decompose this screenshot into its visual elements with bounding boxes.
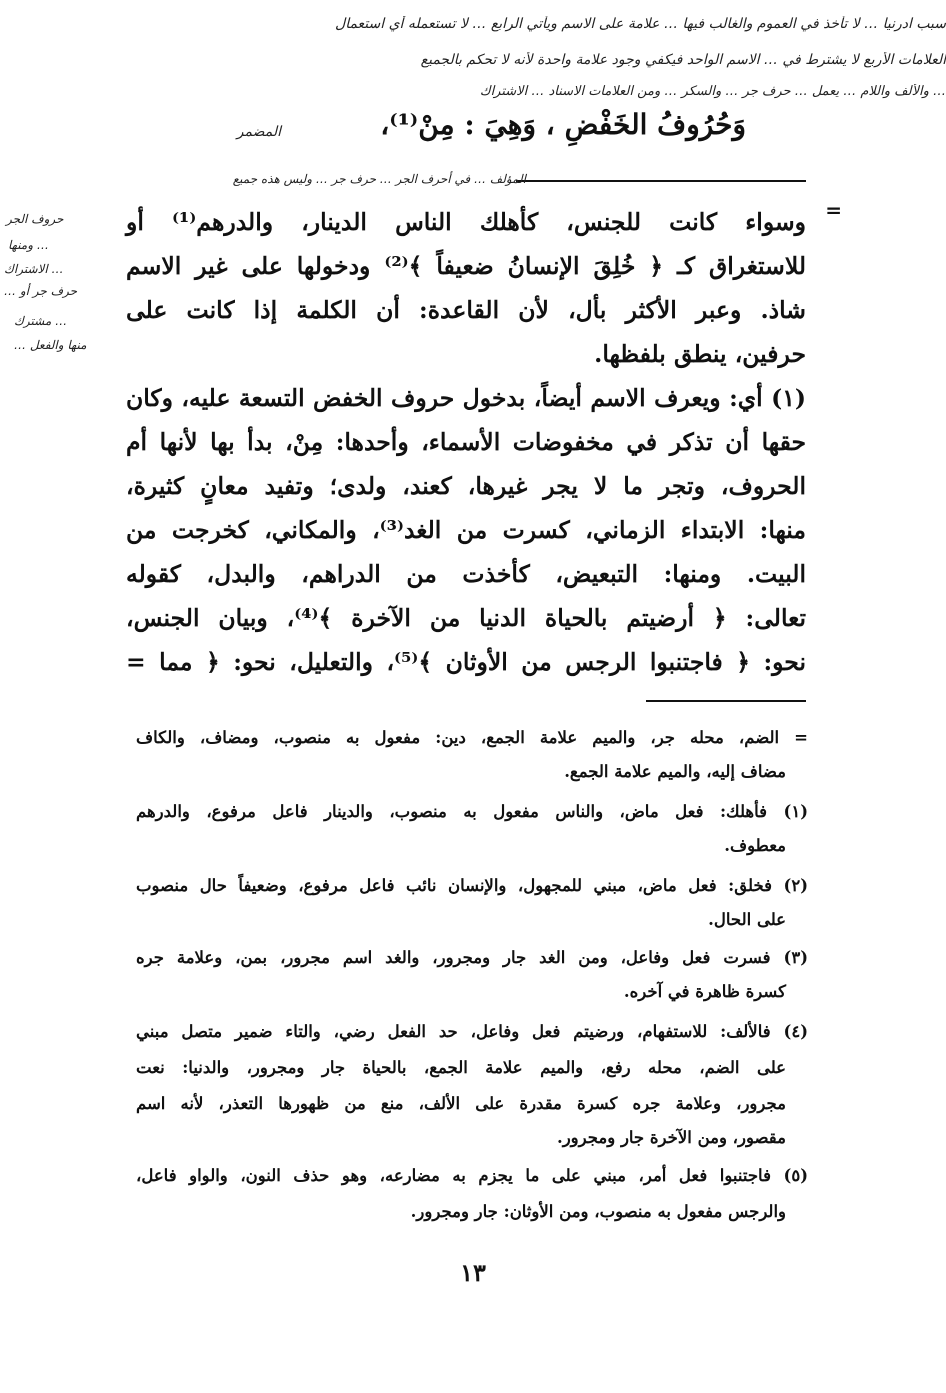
commentary-line: حقها أن تذكر في مخفوضات الأسماء، وأحدها: مِنْ، بدأ بها لأنها أم [126, 428, 806, 456]
commentary-line: نحو: ﴿ فاجتنبوا الرجس من الأوثان ﴾⁽⁵⁾، والتعليل، نحو: ﴿ مما = [126, 648, 806, 676]
commentary-line: (١) أي: ويعرف الاسم أيضاً، بدخول حروف الخفض التسعة عليه، وكان [126, 384, 806, 412]
main-text-line: للاستغراق كـ ﴿ خُلِقَ الإنسانُ ضعيفاً ﴾⁽²⁾ ودخولها على غير الاسم [126, 252, 806, 280]
footnote-line: (٢) فخلق: فعل ماض، مبني للمجهول، والإنسان نائب فاعل مرفوع، وضعيفاً حال منصوب [136, 876, 808, 895]
footnote-line: مضاف إليه، والميم علامة الجمع. [564, 762, 786, 781]
handwritten-note-top-1: سبب ادرنيا … لا تأخذ في العموم والغالب فيها … علامة على الاسم ويأتي الرابع … لا تستعمله أي استعمال [335, 16, 946, 32]
handwritten-note-top-3: … والألف واللام … يعمل … حرف جر … والسكر … ومن العلامات الاسناد … الاشتراك [479, 84, 946, 99]
separator-rule-top [516, 180, 806, 182]
handwritten-note-top-2: العلامات الأربع لا يشترط في … الاسم الواحد فيكفي وجود علامة واحدة لأنه لا تحكم بالجميع [420, 52, 946, 68]
page-number: ١٣ [460, 1258, 486, 1287]
handwritten-note-title-side: المضمر [236, 124, 281, 140]
footnote-line: والرجس مفعول به منصوب، ومن الأوثان: جار ومجرور. [410, 1202, 786, 1221]
commentary-line: منها: الابتداء الزماني، كسرت من الغد⁽³⁾، والمكاني، كخرجت من [126, 516, 806, 544]
main-text-line: وسواء كانت للجنس، كأهلك الناس الدينار، والدرهم⁽¹⁾ أو [126, 208, 807, 236]
footnote-separator [646, 700, 806, 702]
handwritten-margin-note: … الاشتراك [4, 262, 64, 276]
commentary-line: البيت. ومنها: التبعيض، كأخذت من الدراهم، والبدل، كقوله [126, 560, 806, 588]
handwritten-margin-note: حرف جر أو … [4, 284, 78, 298]
footnote-line: (٥) فاجتنبوا فعل أمر، مبني على ما يجزم به مضارعه، وهو حذف النون، والواو فاعل، [136, 1166, 808, 1185]
handwritten-margin-note: حروف الجر [6, 212, 64, 226]
commentary-line: الحروف، وتجر ما لا يجر غيرها، كعند، ولدى؛ وتفيد معانٍ كثيرة، [126, 472, 806, 500]
handwritten-margin-note: … مشترك [14, 314, 68, 328]
footnote-line: على الضم، محله رفع، والميم علامة الجمع، بالحياة جار ومجرور، والدنيا: نعت [136, 1058, 786, 1077]
footnote-line: على الحال. [708, 910, 786, 929]
footnote-line: (٤) فالألف: للاستفهام، ورضيتم فعل وفاعل، حد الفعل رضي، والتاء ضمير متصل مبني [136, 1022, 808, 1041]
handwritten-note-under-title: المؤلف … في أحرف الجر … حرف جر … وليس هذه جميع [232, 172, 526, 186]
footnote-line: كسرة ظاهرة في آخره. [623, 982, 786, 1001]
main-text-line: شاذ. وعبر الأكثر بأل، لأن القاعدة: أن الكلمة إذا كانت على [126, 296, 806, 324]
footnote-line: (١) فأهلك: فعل ماض، والناس مفعول به منصوب، والدينار فاعل مرفوع، والدرهم [136, 802, 808, 821]
handwritten-margin-note: منها والفعل … [14, 338, 87, 352]
footnote-line: معطوف. [724, 836, 786, 855]
commentary-line: تعالى: ﴿ أرضيتم بالحياة الدنيا من الآخرة ﴾⁽⁴⁾، وبيان الجنس، [126, 604, 807, 632]
footnote-line: مقصور، ومن الآخرة جار ومجرور. [556, 1128, 786, 1147]
footnote-line: = الضم، محله جر، والميم علامة الجمع، دين: مفعول به منصوب، ومضاف، والكاف [136, 728, 808, 747]
main-text-line: حرفين، ينطق بلفظها. [594, 340, 806, 368]
continuation-mark-right: = [825, 198, 842, 222]
handwritten-margin-note: … ومنها [8, 238, 49, 252]
footnote-line: مجرور، وعلامة جره كسرة مقدرة على الألف، منع من ظهورها التعذر، لأنه اسم [136, 1094, 786, 1113]
footnote-line: (٣) فسرت فعل وفاعل، ومن الغد جار ومجرور، والغد اسم مجرور، بمن، وعلامة جره [136, 948, 808, 967]
section-heading: وَحُرُوفُ الخَفْضِ ، وَهِيَ : مِنْ⁽¹⁾، [380, 108, 746, 141]
